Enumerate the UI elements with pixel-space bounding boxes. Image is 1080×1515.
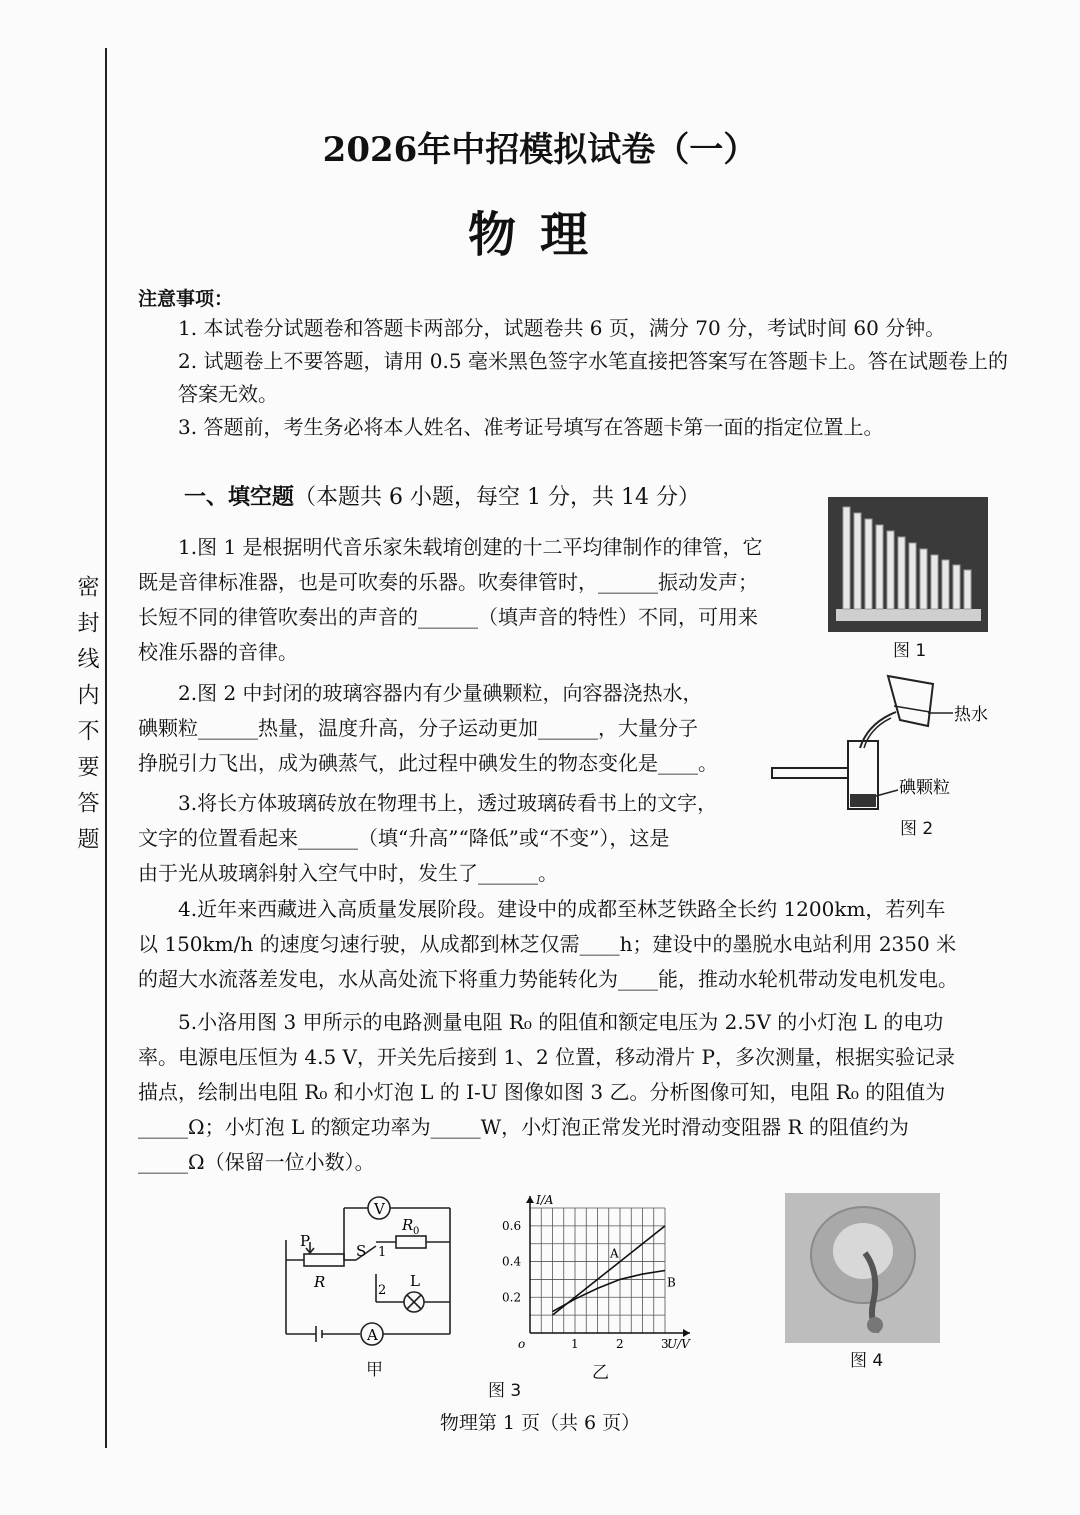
series-label-A: A [610,1246,619,1261]
iodine-label: 碘颗粒 [899,778,950,798]
voltmeter-label: V [374,1200,385,1218]
figure-3-iu-chart [500,1188,700,1358]
x-tick-label: 3 [661,1337,669,1351]
switch-label: S [356,1242,367,1260]
question-4: 4.近年来西藏进入高质量发展阶段。建设中的成都至林芝铁路全长约 1200km，若列车 以 150km/h 的速度匀速行驶，从成都到林芝仅需____h；建设中的墨脱水电站利用 2350 米 的超大水流落差发电，水从高处流下将重力势能转化为____能，推动水轮机带动发电机发电。 [138,897,958,991]
subject-title: 物理 [467,207,612,263]
figure-4-label: 图 4 [850,1351,884,1371]
question-1: 1.图 1 是根据明代音乐家朱载堉创建的十二平均律制作的律管，它 既是音律标准器，也是可吹奏的乐器。吹奏律管时，______振动发声； 长短不同的律管吹奏出的声音的______（填声音的特性）不同，可用来 校准乐器的音律。 [138,535,763,664]
x-axis-label: U/V [667,1337,690,1351]
x-tick-label: 1 [571,1337,579,1351]
binding-notice: 密封线内不要答题 [74,575,99,863]
figure-2-label: 图 2 [900,819,934,839]
origin-label: o [518,1337,526,1351]
figure-3-yi-label: 乙 [592,1363,609,1383]
rheostat-label: R [314,1273,326,1291]
figure-3-label: 图 3 [488,1381,522,1401]
position-1-label: 1 [378,1245,387,1260]
y-tick-label: 0.4 [502,1254,522,1269]
x-tick-label: 2 [616,1337,624,1351]
ammeter-label: A [367,1326,378,1344]
section-heading: 一、填空题（本题共 6 小题，每空 1 分，共 14 分） [184,485,700,510]
y-axis-label: I/A [536,1193,554,1207]
question-5: 5.小洛用图 3 甲所示的电路测量电阻 R₀ 的阻值和额定电压为 2.5V 的小灯泡 L 的电功 率。电源电压恒为 4.5 V，开关先后接到 1、2 位置，移动滑片 P，多次测量，根据实验记录 描点，绘制出电阻 R₀ 和小灯泡 L 的 I-U 图像如图 3 乙。分析图像可知，电阻 R₀ 的阻值为 _____Ω；小灯泡 L 的额定功率为_____W，小灯泡正常发光时滑动变阻器 R 的阻值约为 _____Ω（保留一位小数）。 [138,1010,955,1174]
notice-heading: 注意事项： [138,288,234,310]
question-3: 3.将长方体玻璃砖放在物理书上，透过玻璃砖看书上的文字， 文字的位置看起来______（填“升高”“降低”或“不变”），这是 由于光从玻璃斜射入空气中时，发生了______。 [138,791,718,885]
notice-item-3: 3. 答题前，考生务必将本人姓名、准考证号填写在答题卡第一面的指定位置上。 [178,415,884,439]
figure-2-container [768,668,998,813]
notice-item-1: 1. 本试卷分试题卷和答题卡两部分，试题卷共 6 页，满分 70 分，考试时间 60 分钟。 [178,316,946,340]
figure-1-label: 图 1 [893,641,927,661]
slider-label: P [300,1232,311,1250]
x-axis-arrow [683,1329,690,1337]
figure-3-circuit [278,1190,468,1350]
series-label-B: B [667,1275,676,1290]
figure-4-photo [785,1193,940,1343]
position-2-label: 2 [378,1283,387,1298]
y-axis-arrow [526,1196,534,1203]
figure-3-jia-label: 甲 [366,1360,383,1380]
figure-1-pipes [828,497,988,632]
y-tick-label: 0.2 [502,1290,522,1305]
y-tick-label: 0.6 [502,1218,522,1233]
r0-label: R [402,1216,414,1234]
question-2: 2.图 2 中封闭的玻璃容器内有少量碘颗粒，向容器浇热水， 碘颗粒______热量，温度升高，分子运动更加______，大量分子 挣脱引力飞出，成为碘蒸气，此过程中碘发生的物态变化是____。 [138,681,718,775]
lamp-label: L [410,1272,420,1290]
exam-title: 2026年中招模拟试卷（一） [322,130,758,170]
notice-item-2: 2. 试题卷上不要答题，请用 0.5 毫米黑色签字水笔直接把答案写在答题卡上。答在试题卷上的答案无效。 [178,349,1008,406]
r0-subscript: 0 [413,1226,420,1237]
page-footer: 物理第 1 页（共 6 页） [439,1412,641,1434]
hot-water-label: 热水 [954,705,988,725]
